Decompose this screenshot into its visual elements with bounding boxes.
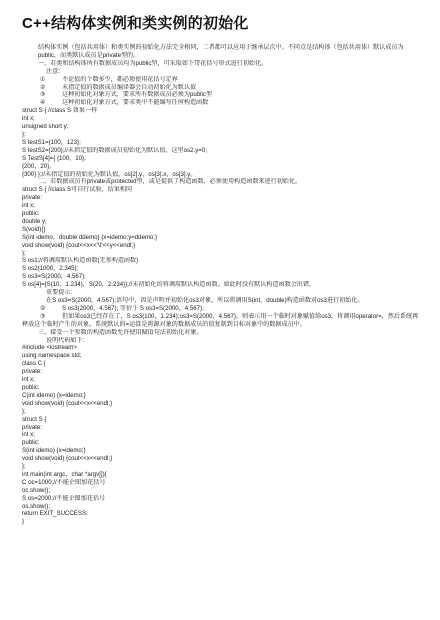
code-line: }; (22, 130, 26, 138)
code-line: int x; (22, 115, 35, 123)
code-line: struct S { //class S可自行试验，结果相同 (22, 186, 133, 194)
code-line: int x; (22, 202, 35, 210)
code-line: private: (22, 423, 42, 431)
code-line: S os2(1000，2.345); (22, 265, 79, 273)
code-line: using namespace std; (22, 352, 82, 360)
note-number: ① (40, 75, 46, 83)
note-item (22, 91, 422, 99)
note-text: 不论值的个数多少，都必须使用花括号定界 (62, 75, 178, 83)
emphasis-item (22, 305, 422, 313)
code-line: public: (22, 439, 40, 447)
note-text: 未指定值的数据成员编译器会自动初始化为默认值 (62, 83, 197, 91)
code-line: S(void){} (22, 225, 46, 233)
code-line: unsigned short y; (22, 123, 69, 131)
emphasis-item (22, 313, 422, 329)
code-line: class C { (22, 360, 46, 368)
code-line: private: (22, 194, 42, 202)
emphasis-paragraph: 在S os3=S(2000，4.567);语句中，因是声明并初始化os3对象，所以将调用S(int，double)构造函数对os3进行初始化。 (46, 297, 364, 304)
emphasis-number: ② (40, 304, 46, 312)
note-number: ④ (40, 99, 46, 107)
note-number: ③ (40, 91, 46, 99)
code-line: }; (22, 249, 26, 257)
code-line: oc.show(); (22, 486, 51, 494)
code-line: public: (22, 383, 40, 391)
code-line: void show(void) {cout<<x<<endl;} (22, 455, 113, 463)
code-line: #include <iostream> (22, 344, 77, 352)
code-line: S os1;//将调用默认构造函数(无参构造函数) (22, 257, 139, 265)
code-line: } (22, 518, 25, 526)
code-line: S testS2={200};//未指定值的数据成员初始化为默认值，这里os2.y=0; (22, 146, 207, 154)
emphasis-label: 重要提示： (46, 289, 77, 297)
emphasis-number: ③ (40, 312, 46, 320)
section-2-heading: 二、若数据成员有private或protected型，或是提供了构造函数，必须使用构造函数来进行初始化。 (38, 178, 302, 186)
code-line: }; (22, 463, 26, 471)
code-line: int x; (22, 431, 35, 439)
code-line: S os[4]={S(10，1.234)，S(20，2.234)};//未初始化的将调用默认构造函数。如此时没有默认构造函数会出错。 (22, 281, 316, 289)
code-line: {300} };//未指定值的初始化为默认值，os[2].y，os[3].x，os[3].y。 (22, 170, 197, 178)
note-number: ② (40, 83, 46, 91)
note-item (22, 84, 422, 92)
document-body (22, 44, 422, 526)
code-line: S TestS[4]={ {100，10}， (22, 154, 91, 162)
intro-paragraph: 结构体实例（包括共用体）和类实例的初始化方法完全相同，二者都可以应用于继承层次中。不同点是结构体（包括共用体）默认成员为public，而类默认成员是private型的。 (38, 44, 404, 59)
code-line: os.show(); (22, 502, 51, 510)
code-line: S(int idemo) {x=idemo;} (22, 447, 86, 455)
note-item (22, 76, 422, 84)
code-line: struct S { //class S 效果一样 (22, 107, 98, 115)
code-line: public: (22, 210, 40, 218)
code-line: {200，20}， (22, 162, 56, 170)
code-line: int x; (22, 376, 35, 384)
code-line: void show(void) {cout<<x<<endl;} (22, 399, 113, 407)
note-item (22, 99, 422, 107)
page-title: C++结构体实例和类实例的初始化 (22, 15, 249, 32)
emphasis-text: S os3(2000，4.567); 等价于 S os3=S(2000，4.567); (62, 304, 204, 312)
code-line: private: (22, 368, 42, 376)
code-line: }; (22, 407, 26, 415)
note-text: 这种初始化对象方式，要求所有数据成员必须为public型 (62, 91, 212, 99)
code-line: double y; (22, 217, 47, 225)
code-line: C oc=1000;//不能企图加花括号 (22, 478, 106, 486)
code-line: S os=2000;//不能企图加花括号 (22, 494, 106, 502)
section-3-heading: 三、接受一个参数的构造函数允许使用赋值句法初始化对象。 (38, 328, 203, 336)
code-line: struct S { (22, 415, 47, 423)
code-line: return EXIT_SUCCESS; (22, 510, 88, 518)
code-line: S testS1={100，123}; (22, 138, 81, 146)
section-1-heading: 一、若类和结构体所有数据成员均为public型，可采取如下带花括号形式进行初始化。 (38, 59, 268, 67)
code-line: S(int idemo，double ddemo) {x=idemo;y=ddemo;} (22, 233, 158, 241)
note-text: 这种初始化对象方式，要求类中不能编写任何构造函数 (62, 99, 209, 107)
code-line: S os3=S(2000，4.567); (22, 273, 86, 281)
code-line: void show(void) {cout<<x<<'\t'<<y<<endl;} (22, 241, 136, 249)
code-line: C(int idemo) {x=idemo;} (22, 391, 86, 399)
note-label: 注意： (46, 67, 65, 75)
code-intro-label: 说明代码如下： (46, 336, 89, 344)
code-line: int main(int argc，char *argv[]){ (22, 470, 107, 478)
emphasis-text: 但如果os3已经存在了，S os3(100，1.234);os3=S(2000，4.567)，则表示用一个临时对象赋值给os3，将调用operator=，然后系统再释放这个临时产生的对象。系统默认的=运算是将源对象的数据成员的值复制到目标对象中的数据成员中。 (22, 312, 419, 328)
